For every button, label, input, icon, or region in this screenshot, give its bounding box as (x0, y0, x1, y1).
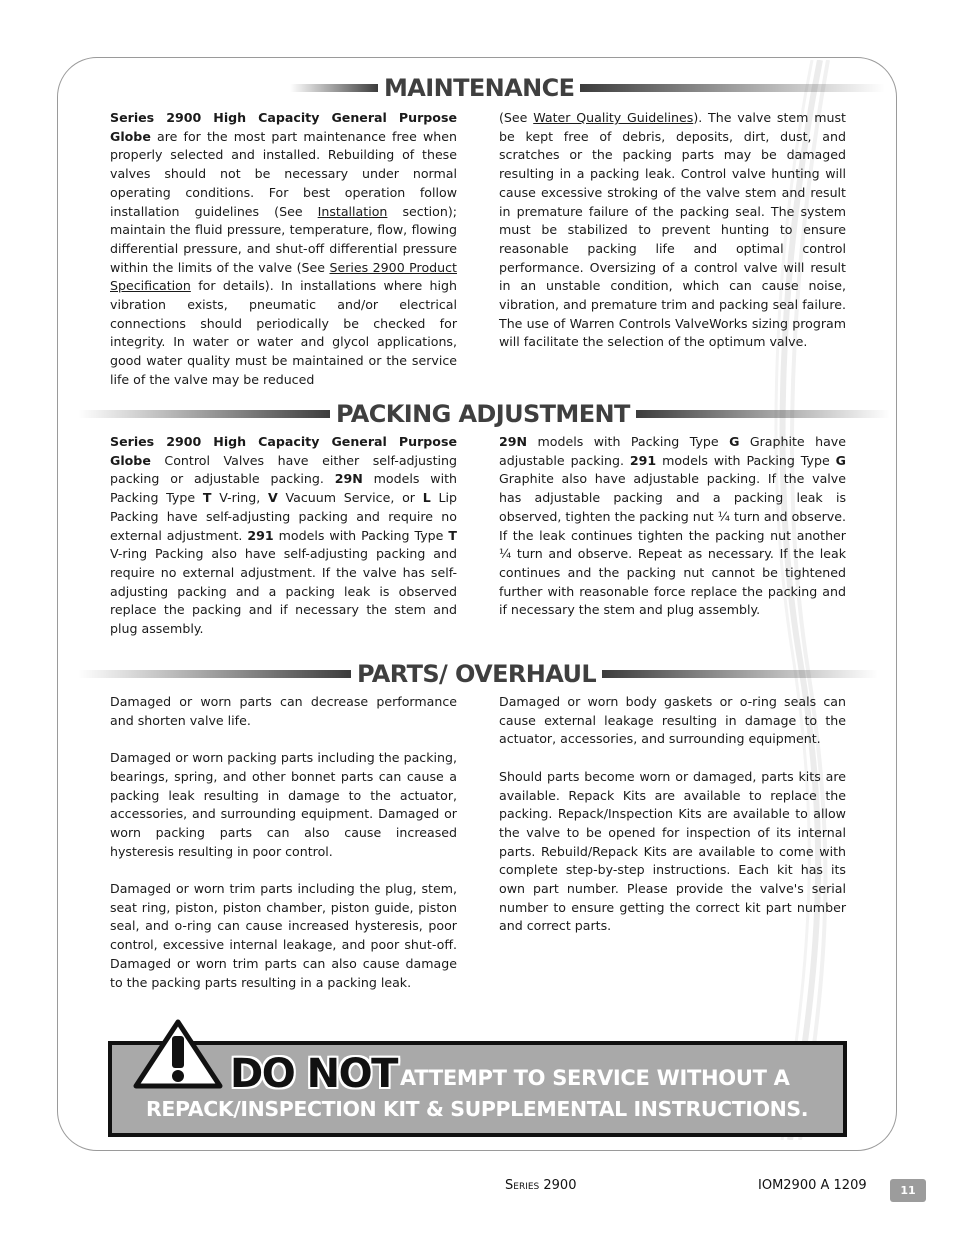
packing-type-code: G (729, 434, 740, 449)
warning-line-1: ATTEMPT TO SERVICE WITHOUT A (400, 1066, 790, 1090)
packing-right-column (499, 433, 846, 620)
overhaul-heading (78, 658, 878, 690)
product-name: Series 2900 High Capacity General Purpose Globe (110, 434, 457, 468)
model-code: 29N (499, 434, 528, 449)
packing-type-code: V (268, 490, 278, 506)
packing-type-code: L (422, 490, 431, 506)
body-text: V-ring Packing also have self-adjusting packing and require no external adjustment. If the valve has self-adjusting packing and a packing leak is observed replace the packing and if necessary the stem and plug assembly. (110, 546, 457, 637)
maintenance-left-column (110, 109, 457, 390)
body-text: are for the most part maintenance free when properly selected and installed. Rebuilding of these valves should not be necessary under normal operating conditions. For best operation follow installation guidelines (See (110, 128, 457, 219)
warning-triangle-icon (132, 1018, 224, 1090)
packing-type-code: T (448, 527, 457, 543)
body-text: V-ring, (211, 490, 269, 506)
body-text: section); maintain the fluid pressure, temperature, flow, flowing differential pressure, and shut-off differential pressure within the limits of the valve (See (110, 203, 457, 275)
body-text: models with Packing Type (656, 452, 836, 468)
water-quality-link[interactable]: Water Quality Guidelines (533, 110, 694, 125)
packing-type-code: T (202, 490, 212, 506)
body-text: (See (499, 110, 534, 125)
page-number: 11 (890, 1179, 926, 1202)
maintenance-right-column (499, 109, 846, 352)
paragraph: Damaged or worn trim parts including the plug, stem, seat ring, piston, piston chamber, piston guide, piston seal, and o-ring can cause increased hysteresis, poor control, excessive internal leakage, and poor shut-off. Damaged or worn trim parts can also cause damage to the packing parts resulting in a packing leak. (110, 881, 457, 990)
body-text: ). The valve stem must be kept free of debris, deposits, dirt, dust, and scratches or the packing parts may be damaged resulting in a packing leak. Control valve hunting will cause excessive stroking of the valve stem and result in premature failure of the packing seal. The system must be stabilized to prevent hunting to ensure reasonable packing life and optimal control performance. Oversizing of a control valve will result in an unstable condition, which can cause noise, vibration, and premature trim and packing seal failure. The use of Warren Controls ValveWorks sizing program will facilitate the selection of the optimum valve. (499, 110, 846, 350)
body-text: Graphite also have adjustable packing. If the valve has adjustable packing and a packing leak is observed, tighten the packing nut ¼ turn and observe. If the leak continues tighten the packing nut another ¼ turn and observe. Repeat as necessary. If the leak continues and the packing nut cannot be tightened further with reasonable force replace the packing and if necessary the stem and plug assembly. (499, 471, 846, 618)
model-code: 29N (334, 471, 363, 487)
maintenance-title: MAINTENANCE (384, 74, 575, 102)
overhaul-title: PARTS/ OVERHAUL (357, 660, 597, 688)
maintenance-heading (290, 72, 885, 104)
model-code: 291 (247, 527, 274, 543)
packing-left-column (110, 433, 457, 639)
packing-type-code: G (835, 452, 846, 468)
paragraph: Damaged or worn parts can decrease performance and shorten valve life. (110, 694, 457, 728)
product-spec-link[interactable]: Series 2900 Product Specification (110, 259, 457, 294)
product-name: Series 2900 High Capacity General Purpose Globe (110, 110, 457, 144)
paragraph: Damaged or worn packing parts including the packing, bearings, spring, and other bonnet parts can cause a packing leak resulting in damage to the actuator, accessories, and surrounding equipment. Damaged or worn packing parts can also cause increased hysteresis resulting in poor control. (110, 750, 457, 859)
paragraph: Should parts become worn or damaged, parts kits are available. Repack Kits are available to replace the packing. Repack/Inspection Kits are available to allow the valve to be opened for inspection of its internal parts. Rebuild/Repack Kits are available to come with complete step-by-step instructions. Each kit has its own part number. Please provide the valve's serial number to ensure getting the correct kit part number and correct parts. (499, 768, 846, 934)
installation-link[interactable]: Installation (317, 203, 388, 219)
packing-title: PACKING ADJUSTMENT (336, 400, 630, 428)
model-code: 291 (629, 452, 657, 468)
footer-document-code: IOM2900 A 1209 (758, 1178, 867, 1193)
body-text: Control Valves have either self-adjusting packing or adjustable packing. (110, 452, 457, 487)
body-text: Lip Packing have self-adjusting packing and require no external adjustment. (110, 490, 458, 543)
footer-series: Series 2900 (505, 1178, 577, 1193)
body-text: models with Packing Type (273, 527, 449, 543)
body-text: for details). In installations where high vibration exists, pneumatic and/or electrical connections should periodically be checked for integrity. In water or water and glycol applications, good water quality must be maintained or the service life of the valve may be reduced (110, 278, 457, 387)
overhaul-right-column (499, 693, 846, 936)
warning-line-2: REPACK/INSPECTION KIT & SUPPLEMENTAL INSTRUCTIONS. (146, 1097, 809, 1121)
body-text: Vacuum Service, or (277, 490, 423, 506)
packing-heading (78, 398, 890, 430)
body-text: models with Packing Type (527, 434, 730, 449)
paragraph: Damaged or worn body gaskets or o-ring seals can cause external leakage resulting in damage to the actuator, accessories, and surrounding equipment. (499, 694, 846, 747)
body-text: Graphite have adjustable packing. (499, 434, 846, 468)
warning-emphasis: DO NOT (230, 1051, 397, 1097)
body-text: models with Packing Type (110, 471, 457, 506)
overhaul-left-column (110, 693, 457, 992)
